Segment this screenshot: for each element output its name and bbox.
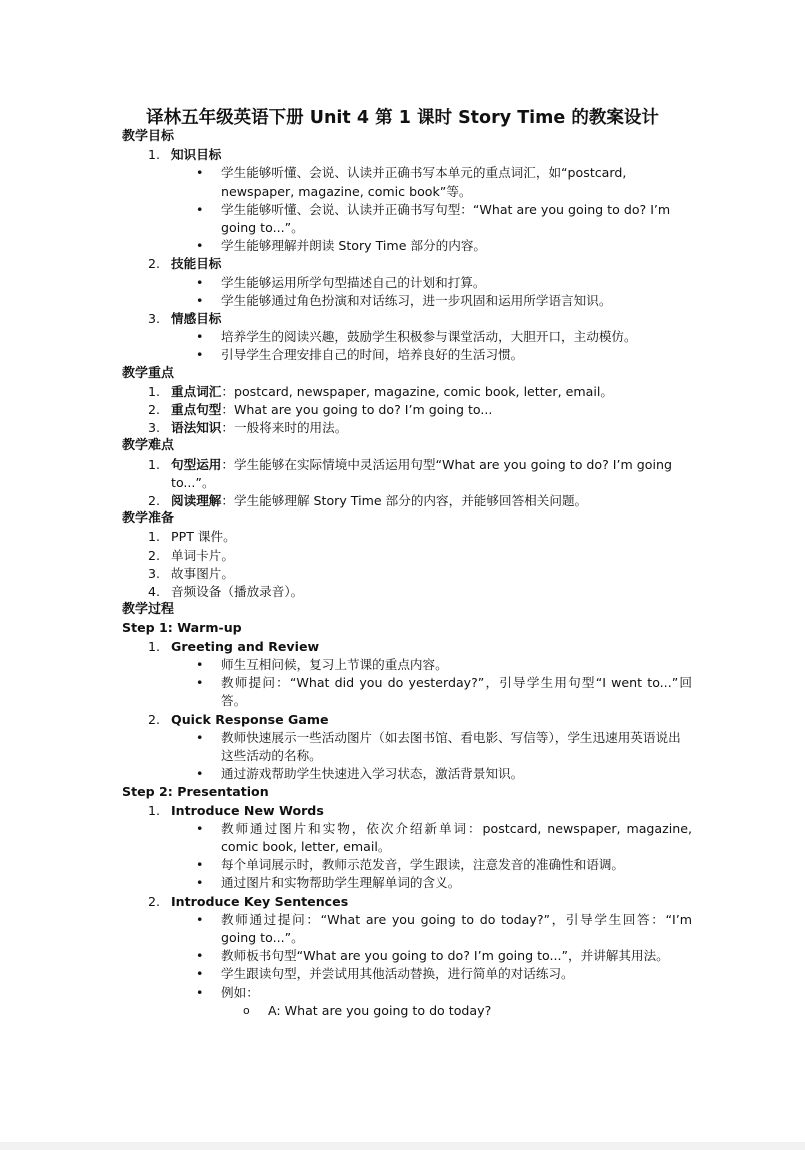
bullet-list [122, 729, 692, 784]
preparation-text: 音频设备（播放录音）。 [171, 584, 304, 600]
key-point-text: ：postcard, newspaper, magazine, comic book, letter, email。 [221, 383, 613, 399]
objective-item [122, 146, 692, 255]
step-title: Step 2: Presentation [122, 784, 269, 800]
bullet-item: • 每个单词展示时，教师示范发音，学生跟读，注意发音的准确性和语调。 [122, 856, 692, 874]
list-number: 1. [148, 147, 161, 163]
sub-bullet-list [122, 1002, 692, 1020]
preparation-item [122, 583, 692, 601]
bullet-item: • 例如： [122, 984, 692, 1002]
bullet-item: • 学生能够运用所学句型描述自己的计划和打算。 [122, 274, 692, 292]
bullet-item: • 师生互相问候，复习上节课的重点内容。 [122, 656, 692, 674]
list-number: 1. [148, 638, 161, 654]
bullet-item: • 教师快速展示一些活动图片（如去图书馆、看电影、写信等），学生迅速用英语说出这些活动的名称。 [122, 729, 692, 765]
preparation-item [122, 528, 692, 546]
list-number: 4. [148, 584, 161, 600]
list-number: 2. [148, 711, 161, 727]
bullet-item: • 通过游戏帮助学生快速进入学习状态，激活背景知识。 [122, 765, 692, 783]
section-heading-objectives: 教学目标 [122, 129, 175, 144]
step-item-label: Quick Response Game [171, 711, 329, 727]
objectives-list [122, 146, 692, 364]
list-number: 1. [148, 383, 161, 399]
section-heading-difficulties: 教学难点 [122, 438, 175, 454]
bullet-list [122, 274, 692, 310]
key-points-list [122, 383, 692, 438]
bullet-item: • 教师通过图片和实物，依次介绍新单词：postcard, newspaper, magazine, comic book, letter, email。 [122, 820, 692, 856]
sub-bullet-item: o A: What are you going to do today? [122, 1002, 692, 1020]
list-number: 3. [148, 565, 161, 581]
bullet-item: • 教师通过提问：“What are you going to do today?”，引导学生回答：“I’m going to...”。 [122, 911, 692, 947]
objective-label: 知识目标 [171, 147, 222, 163]
preparation-item [122, 565, 692, 583]
step-item-label: Introduce New Words [171, 802, 324, 818]
objective-item [122, 310, 692, 365]
bullet-list [122, 328, 692, 364]
bullet-list [122, 911, 692, 1002]
bullet-item: • 教师提问：“What did you do yesterday?”，引导学生用句型“I went to...”回答。 [122, 674, 692, 710]
preparation-text: 故事图片。 [171, 565, 234, 581]
bullet-item: • 通过图片和实物帮助学生理解单词的含义。 [122, 874, 692, 892]
list-number: 2. [148, 547, 161, 563]
list-number: 1. [148, 456, 161, 472]
bullet-item: • 学生能够听懂、会说、认读并正确书写句型：“What are you going to do? I’m going to...”。 [122, 201, 692, 237]
step-item [122, 638, 692, 711]
step-item-label: Introduce Key Sentences [171, 893, 349, 909]
bullet-item: • 学生能够通过角色扮演和对话练习，进一步巩固和运用所学语言知识。 [122, 292, 692, 310]
key-point-item [122, 401, 692, 419]
section-heading-preparation: 教学准备 [122, 511, 175, 527]
list-number: 1. [148, 802, 161, 818]
key-point-label: 重点句型 [171, 402, 222, 418]
step-list [122, 638, 692, 784]
list-number: 3. [148, 311, 161, 327]
bullet-item: • 学生能够理解并朗读 Story Time 部分的内容。 [122, 237, 692, 255]
document-body [122, 128, 692, 1020]
preparation-text: 单词卡片。 [171, 547, 234, 563]
bullet-list [122, 820, 692, 893]
difficulty-text: ：学生能够理解 Story Time 部分的内容，并能够回答相关问题。 [221, 493, 588, 509]
difficulty-item [122, 456, 692, 492]
key-point-item [122, 383, 692, 401]
bullet-list [122, 656, 692, 711]
key-point-item [122, 419, 692, 437]
section-heading-key-points: 教学重点 [122, 365, 175, 381]
difficulty-label: 句型运用 [171, 456, 222, 472]
document-title: 译林五年级英语下册 Unit 4 第 1 课时 Story Time 的教案设计 [146, 108, 659, 128]
section-heading-process: 教学过程 [122, 602, 175, 618]
step-item-label: Greeting and Review [171, 638, 320, 654]
step-list [122, 802, 692, 1020]
bullet-item: • 引导学生合理安排自己的时间，培养良好的生活习惯。 [122, 346, 692, 364]
preparation-text: PPT 课件。 [171, 529, 236, 545]
key-point-text: ：一般将来时的用法。 [221, 420, 348, 436]
objective-label: 情感目标 [171, 311, 222, 327]
step-item [122, 711, 692, 784]
difficulty-text: ：学生能够在实际情境中灵活运用句型“What are you going to do? I’m going to...”。 [171, 456, 672, 490]
difficulty-label: 阅读理解 [171, 493, 222, 509]
list-number: 2. [148, 402, 161, 418]
list-number: 1. [148, 529, 161, 545]
difficulties-list [122, 456, 692, 511]
objective-label: 技能目标 [171, 256, 222, 272]
key-point-label: 重点词汇 [171, 383, 222, 399]
list-number: 2. [148, 493, 161, 509]
difficulty-item [122, 492, 692, 510]
key-point-text: ：What are you going to do? I’m going to... [221, 402, 493, 418]
bullet-item: • 培养学生的阅读兴趣，鼓励学生积极参与课堂活动，大胆开口，主动模仿。 [122, 328, 692, 346]
preparation-list [122, 528, 692, 601]
bullet-item: • 教师板书句型“What are you going to do? I’m going to...”，并讲解其用法。 [122, 947, 692, 965]
bullet-list [122, 164, 692, 255]
bullet-item: • 学生跟读句型，并尝试用其他活动替换，进行简单的对话练习。 [122, 965, 692, 983]
step-item [122, 802, 692, 893]
list-number: 3. [148, 420, 161, 436]
preparation-item [122, 547, 692, 565]
list-number: 2. [148, 256, 161, 272]
step-item [122, 893, 692, 1020]
step-title: Step 1: Warm-up [122, 620, 242, 636]
bullet-item: • 学生能够听懂、会说、认读并正确书写本单元的重点词汇，如“postcard, newspaper, magazine, comic book”等。 [122, 164, 692, 200]
key-point-label: 语法知识 [171, 420, 222, 436]
list-number: 2. [148, 893, 161, 909]
objective-item [122, 255, 692, 310]
